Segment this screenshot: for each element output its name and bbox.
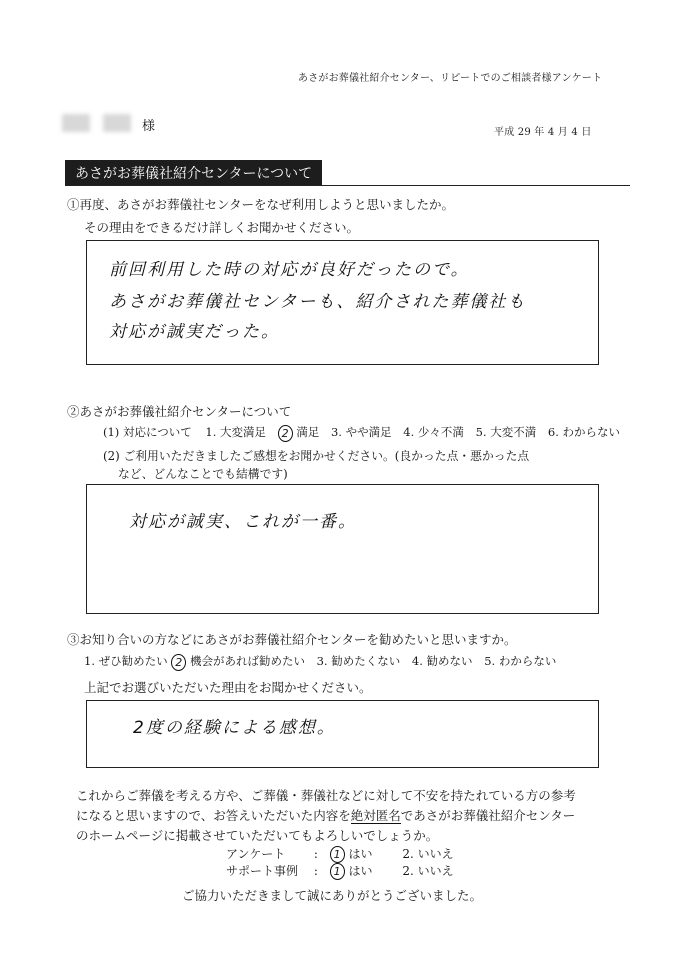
consent-row-support-case	[226, 862, 454, 880]
recipient-name	[62, 114, 131, 136]
question-3-sub: 上記でお選びいただいた理由をお聞かせください。	[84, 680, 372, 695]
answer-box-2	[86, 484, 599, 614]
option-no: 2. いいえ	[402, 847, 454, 861]
selected-circle-mark: 2	[171, 654, 186, 671]
selected-circle-mark: 2	[278, 425, 293, 442]
option-yes: はい	[348, 864, 373, 878]
consent-colon: :	[313, 864, 318, 878]
answer-box-1	[86, 240, 599, 365]
handwritten-answer: 対応が誠実、これが一番。	[129, 512, 357, 532]
consent-colon: :	[313, 847, 318, 861]
handwritten-answer: 2度の経験による感想。	[133, 718, 336, 738]
thanks-message: ご協力いただきまして誠にありがとうございました。	[182, 888, 483, 903]
option-definitely-recommend: 1. ぜひ勧めたい	[84, 654, 168, 668]
answer-box-3	[86, 700, 599, 768]
option-not-recommend: 4. 勧めない	[411, 654, 473, 668]
option-unknown: 6. わからない	[547, 425, 621, 439]
selected-circle-mark: 1	[330, 846, 345, 863]
option-yes: はい	[348, 847, 373, 861]
closing-line-1: これからご葬儀を考える方や、ご葬儀・葬儀社などに対して不安を持たれている方の参考	[76, 788, 576, 803]
closing-line-3: のホームページに掲載させていただいてもよろしいでしょうか。	[76, 828, 439, 843]
question-2-item-2-cont: など、どんなことでも結構です)	[118, 467, 288, 481]
option-no: 2. いいえ	[402, 864, 454, 878]
document-title: あさがお葬儀社紹介センター、リピートでのご相談者様アンケート	[298, 73, 603, 84]
option-satisfied: 満足	[296, 425, 320, 439]
consent-label: アンケート	[226, 847, 286, 861]
question-1: ①再度、あさがお葬儀社センターをなぜ利用しようと思いましたか。	[67, 197, 455, 212]
redacted-name-part	[62, 114, 90, 132]
option-unknown: 5. わからない	[484, 654, 557, 668]
selected-circle-mark: 1	[330, 863, 345, 880]
closing-line-2-pre: になると思いますので、お答えいただいた内容を	[76, 808, 351, 823]
closing-line-2	[76, 806, 575, 824]
section-banner: あさがお葬儀社紹介センターについて	[65, 160, 322, 186]
option-slightly-dissatisfied: 4. 少々不満	[403, 425, 464, 439]
handwritten-answer-line: 前回利用した時の対応が良好だったので。	[109, 260, 470, 280]
consent-label: サポート事例	[226, 864, 299, 878]
option-very-satisfied: 1. 大変満足	[205, 425, 267, 439]
closing-line-2-post: であさがお葬儀社紹介センター	[400, 808, 576, 823]
banner-rule	[65, 185, 630, 186]
option-somewhat-satisfied: 3. やや満足	[330, 425, 392, 439]
question-3: ③お知り合いの方などにあさがお葬儀社紹介センターを勧めたいと思いますか。	[67, 632, 517, 647]
question-2: ②あさがお葬儀社紹介センターについて	[67, 404, 292, 419]
survey-date: 平成 29 年 4 月 4 日	[494, 127, 592, 138]
option-very-dissatisfied: 5. 大変不満	[475, 425, 537, 439]
question-2-item-1	[103, 424, 620, 442]
redacted-name-part	[103, 114, 131, 132]
honorific: 様	[142, 119, 156, 134]
question-2-item-2: (2) ご利用いただきましたご感想をお聞かせください。(良かった点・悪かった点	[103, 449, 530, 463]
consent-row-survey	[226, 845, 454, 863]
question-3-options	[84, 653, 556, 671]
option-recommend-if-chance: 機会があれば勧めたい	[189, 654, 305, 668]
item-label: (1) 対応について	[103, 425, 192, 439]
handwritten-answer-line: 対応が誠実だった。	[109, 322, 280, 342]
handwritten-answer-line: あさがお葬儀社センターも、紹介された葬儀社も	[109, 292, 527, 312]
anonymous-emphasis: 絶対匿名	[350, 808, 401, 823]
question-1-sub: その理由をできるだけ詳しくお聞かせください。	[84, 220, 360, 235]
option-not-want-recommend: 3. 勧めたくない	[316, 654, 401, 668]
